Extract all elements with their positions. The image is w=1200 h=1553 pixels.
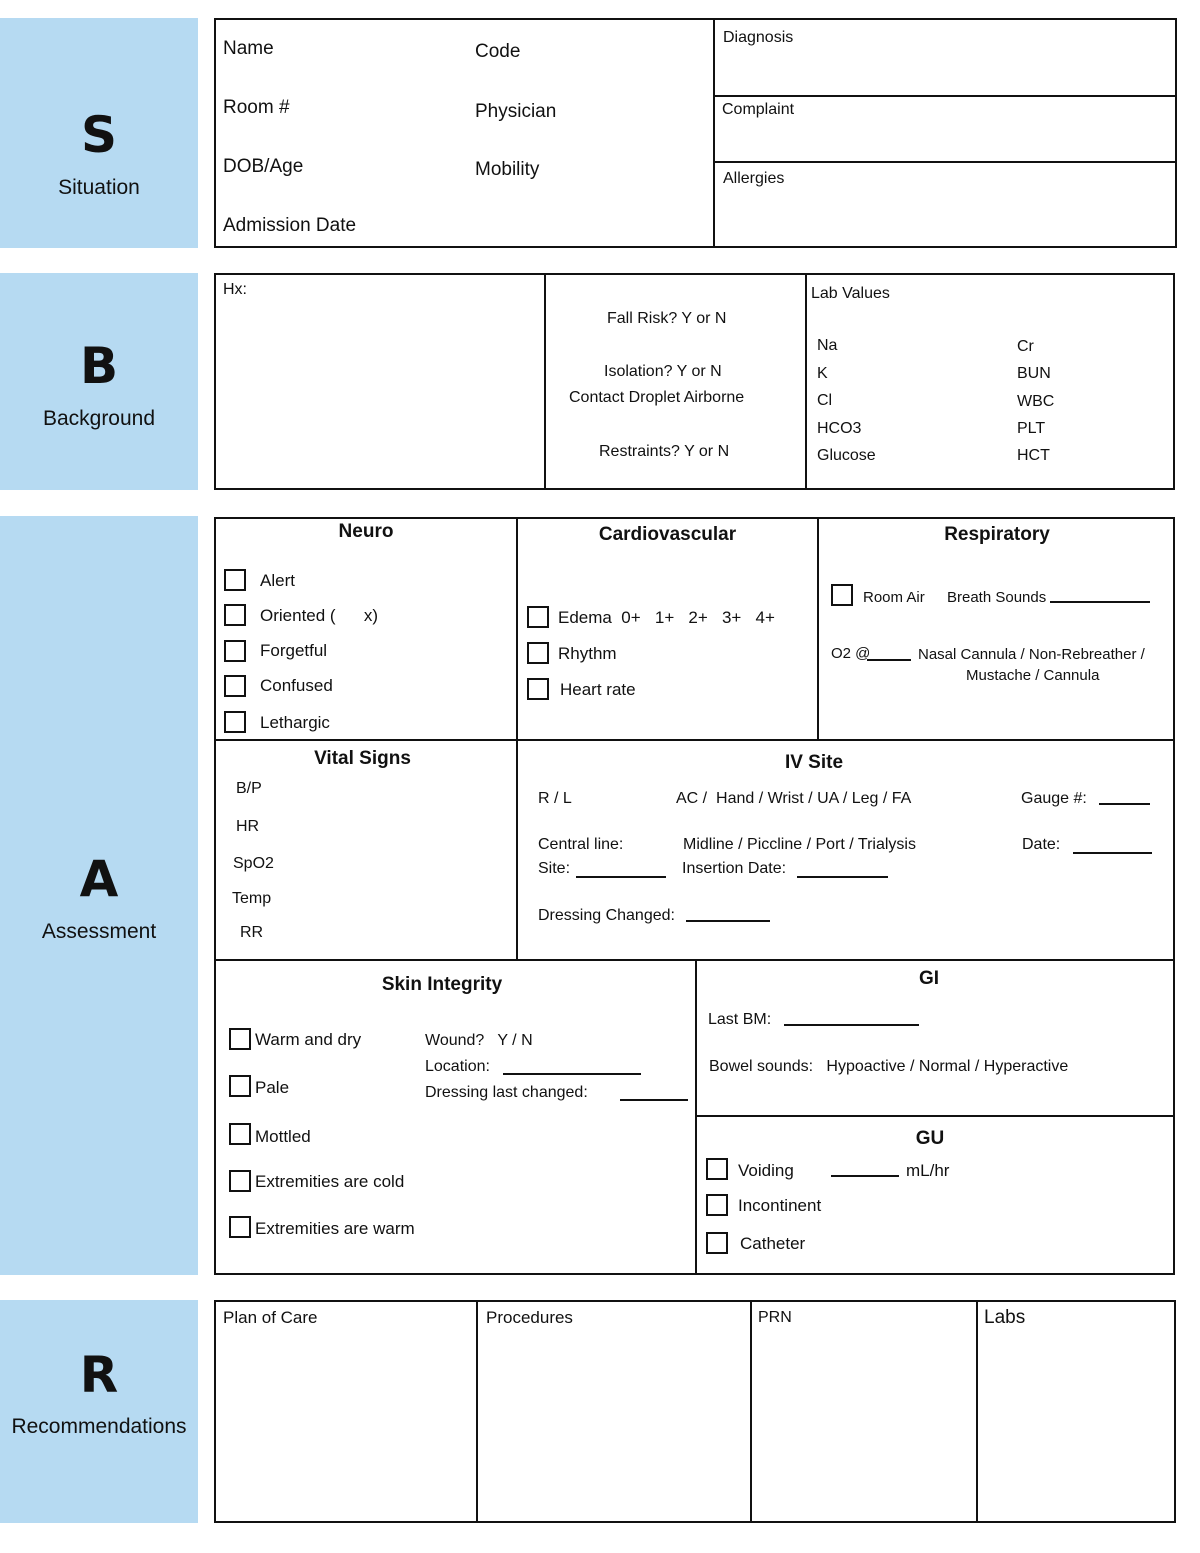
site-label: Site: xyxy=(538,860,571,877)
plan-of-care-field[interactable]: Plan of Care xyxy=(223,1308,318,1327)
allergies-field[interactable]: Allergies xyxy=(723,170,785,187)
gauge-blank[interactable] xyxy=(1099,803,1150,805)
wound-dressing-label: Dressing last changed: xyxy=(425,1084,588,1101)
last-bm-label: Last BM: xyxy=(708,1011,772,1028)
insertion-date-label: Insertion Date: xyxy=(682,860,787,877)
skin-gi-divider xyxy=(695,959,697,1275)
o2-label: O2 @ xyxy=(831,645,871,662)
isolation-types[interactable]: Contact Droplet Airborne xyxy=(569,389,745,406)
wound-question[interactable]: Wound? Y / N xyxy=(425,1032,533,1049)
vital-rr[interactable]: RR xyxy=(240,924,264,941)
dob-age-field[interactable]: DOB/Age xyxy=(223,156,304,177)
pale-label: Pale xyxy=(255,1078,290,1097)
dressing-changed-label: Dressing Changed: xyxy=(538,907,675,924)
skin-integrity-title: Skin Integrity xyxy=(381,974,503,995)
room-air-label: Room Air xyxy=(863,589,925,606)
heart-rate-label: Heart rate xyxy=(560,680,636,699)
iv-date-label: Date: xyxy=(1022,836,1061,853)
vital-bp[interactable]: B/P xyxy=(236,780,262,797)
alert-checkbox[interactable] xyxy=(224,569,246,591)
warm-dry-label: Warm and dry xyxy=(255,1030,362,1049)
last-bm-blank[interactable] xyxy=(784,1024,919,1026)
name-field[interactable]: Name xyxy=(223,38,274,59)
sidebar-background xyxy=(0,273,198,490)
history-field[interactable]: Hx: xyxy=(223,281,247,298)
edema-scale[interactable]: Edema 0+ 1+ 2+ 3+ 4+ xyxy=(558,608,775,627)
wound-dressing-blank[interactable] xyxy=(620,1099,688,1101)
recommendations-label: Recommendations xyxy=(11,1415,187,1438)
gi-title: GI xyxy=(918,968,940,989)
sidebar-situation xyxy=(0,18,198,248)
lab-plt[interactable]: PLT xyxy=(1017,420,1046,437)
iv-date-blank[interactable] xyxy=(1073,852,1152,854)
vital-signs-title: Vital Signs xyxy=(314,748,411,769)
situation-divider xyxy=(713,18,715,248)
room-field[interactable]: Room # xyxy=(223,97,290,118)
sidebar-assessment xyxy=(0,516,198,1275)
breath-sounds-blank[interactable] xyxy=(1050,601,1150,603)
restraints-question[interactable]: Restraints? Y or N xyxy=(599,443,730,460)
lab-hco3[interactable]: HCO3 xyxy=(817,420,862,437)
lab-bun[interactable]: BUN xyxy=(1017,365,1051,382)
o2-blank[interactable] xyxy=(867,659,911,661)
pale-checkbox[interactable] xyxy=(229,1075,251,1097)
incontinent-checkbox[interactable] xyxy=(706,1194,728,1216)
background-divider-1 xyxy=(544,273,546,490)
lab-values-title: Lab Values xyxy=(811,285,890,302)
complaint-field[interactable]: Complaint xyxy=(722,101,795,118)
lab-wbc[interactable]: WBC xyxy=(1017,393,1055,410)
mottled-label: Mottled xyxy=(255,1127,311,1146)
confused-label: Confused xyxy=(260,676,333,695)
vital-spo2[interactable]: SpO2 xyxy=(233,855,274,872)
extremities-warm-label: Extremities are warm xyxy=(255,1219,415,1238)
incontinent-label: Incontinent xyxy=(738,1196,822,1215)
code-field[interactable]: Code xyxy=(475,41,521,62)
catheter-label: Catheter xyxy=(740,1234,806,1253)
background-divider-2 xyxy=(805,273,807,490)
forgetful-checkbox[interactable] xyxy=(224,640,246,662)
breath-sounds-label: Breath Sounds xyxy=(947,589,1047,606)
procedures-field[interactable]: Procedures xyxy=(486,1308,573,1327)
isolation-question[interactable]: Isolation? Y or N xyxy=(604,363,722,380)
cardio-resp-divider xyxy=(817,517,819,740)
voiding-checkbox[interactable] xyxy=(706,1158,728,1180)
recommendations-letter: R xyxy=(79,1346,119,1404)
room-air-checkbox[interactable] xyxy=(831,584,853,606)
central-line-types[interactable]: Midline / Piccline / Port / Trialysis xyxy=(683,836,916,853)
insertion-date-blank[interactable] xyxy=(797,876,888,878)
extremities-cold-label: Extremities are cold xyxy=(255,1172,405,1191)
respiratory-title: Respiratory xyxy=(944,524,1050,545)
situation-box xyxy=(214,18,1177,248)
iv-side[interactable]: R / L xyxy=(538,790,572,807)
gauge-label: Gauge #: xyxy=(1021,790,1087,807)
diagnosis-divider xyxy=(713,95,1177,97)
oriented-checkbox[interactable] xyxy=(224,604,246,626)
central-line-label: Central line: xyxy=(538,836,624,853)
wound-location-blank[interactable] xyxy=(503,1073,641,1075)
assessment-label: Assessment xyxy=(41,920,157,943)
complaint-divider xyxy=(713,161,1177,163)
rec-divider-1 xyxy=(476,1300,478,1523)
mottled-checkbox[interactable] xyxy=(229,1123,251,1145)
vital-temp[interactable]: Temp xyxy=(232,890,272,907)
lab-cl[interactable]: Cl xyxy=(817,392,833,409)
site-blank[interactable] xyxy=(576,876,666,878)
vital-hr[interactable]: HR xyxy=(236,818,260,835)
admission-date-field[interactable]: Admission Date xyxy=(223,215,357,236)
neuro-cardio-divider xyxy=(516,517,518,960)
rec-divider-2 xyxy=(750,1300,752,1523)
bowel-sounds[interactable]: Bowel sounds: Hypoactive / Normal / Hyperactive xyxy=(709,1058,1069,1075)
assessment-row1-bottom xyxy=(214,739,1175,741)
diagnosis-field[interactable]: Diagnosis xyxy=(723,29,794,46)
situation-label: Situation xyxy=(58,176,140,199)
heart-rate-checkbox[interactable] xyxy=(527,678,549,700)
recommendations-box xyxy=(214,1300,1176,1523)
catheter-checkbox[interactable] xyxy=(706,1232,728,1254)
dressing-changed-blank[interactable] xyxy=(686,920,770,922)
voiding-blank[interactable] xyxy=(831,1175,899,1177)
physician-field[interactable]: Physician xyxy=(475,101,557,122)
gi-gu-divider xyxy=(695,1115,1175,1117)
cardiovascular-title: Cardiovascular xyxy=(598,524,737,545)
wound-location-label: Location: xyxy=(425,1058,490,1075)
lab-cr[interactable]: Cr xyxy=(1017,338,1034,355)
iv-site-title: IV Site xyxy=(784,752,844,773)
assessment-letter: A xyxy=(79,850,119,908)
oriented-label: Oriented ( x) xyxy=(260,606,379,625)
fall-risk-question[interactable]: Fall Risk? Y or N xyxy=(607,310,727,327)
labs-field[interactable]: Labs xyxy=(984,1307,1026,1328)
rhythm-checkbox[interactable] xyxy=(527,642,549,664)
prn-field[interactable]: PRN xyxy=(758,1309,792,1326)
situation-letter: S xyxy=(80,106,117,164)
background-letter: B xyxy=(79,337,119,395)
warm-dry-checkbox[interactable] xyxy=(229,1028,251,1050)
extremities-cold-checkbox[interactable] xyxy=(229,1170,251,1192)
edema-checkbox[interactable] xyxy=(527,606,549,628)
confused-checkbox[interactable] xyxy=(224,675,246,697)
extremities-warm-checkbox[interactable] xyxy=(229,1216,251,1238)
lab-na[interactable]: Na xyxy=(817,337,838,354)
rec-divider-3 xyxy=(976,1300,978,1523)
lethargic-label: Lethargic xyxy=(260,713,330,732)
sidebar-recommendations xyxy=(0,1300,198,1523)
forgetful-label: Forgetful xyxy=(260,641,328,660)
iv-locations[interactable]: AC / Hand / Wrist / UA / Leg / FA xyxy=(676,790,912,807)
alert-label: Alert xyxy=(260,571,295,590)
lethargic-checkbox[interactable] xyxy=(224,711,246,733)
background-label: Background xyxy=(42,407,156,430)
lab-hct[interactable]: HCT xyxy=(1017,447,1050,464)
neuro-title: Neuro xyxy=(338,521,394,542)
voiding-unit: mL/hr xyxy=(906,1161,950,1180)
mobility-field[interactable]: Mobility xyxy=(475,159,540,180)
lab-glucose[interactable]: Glucose xyxy=(817,447,876,464)
gu-title: GU xyxy=(915,1128,945,1149)
rhythm-label: Rhythm xyxy=(558,644,617,663)
o2-options-line1[interactable]: Nasal Cannula / Non-Rebreather / xyxy=(918,646,1145,663)
voiding-label: Voiding xyxy=(738,1161,794,1180)
lab-k[interactable]: K xyxy=(817,365,828,382)
o2-options-line2[interactable]: Mustache / Cannula xyxy=(966,667,1100,684)
